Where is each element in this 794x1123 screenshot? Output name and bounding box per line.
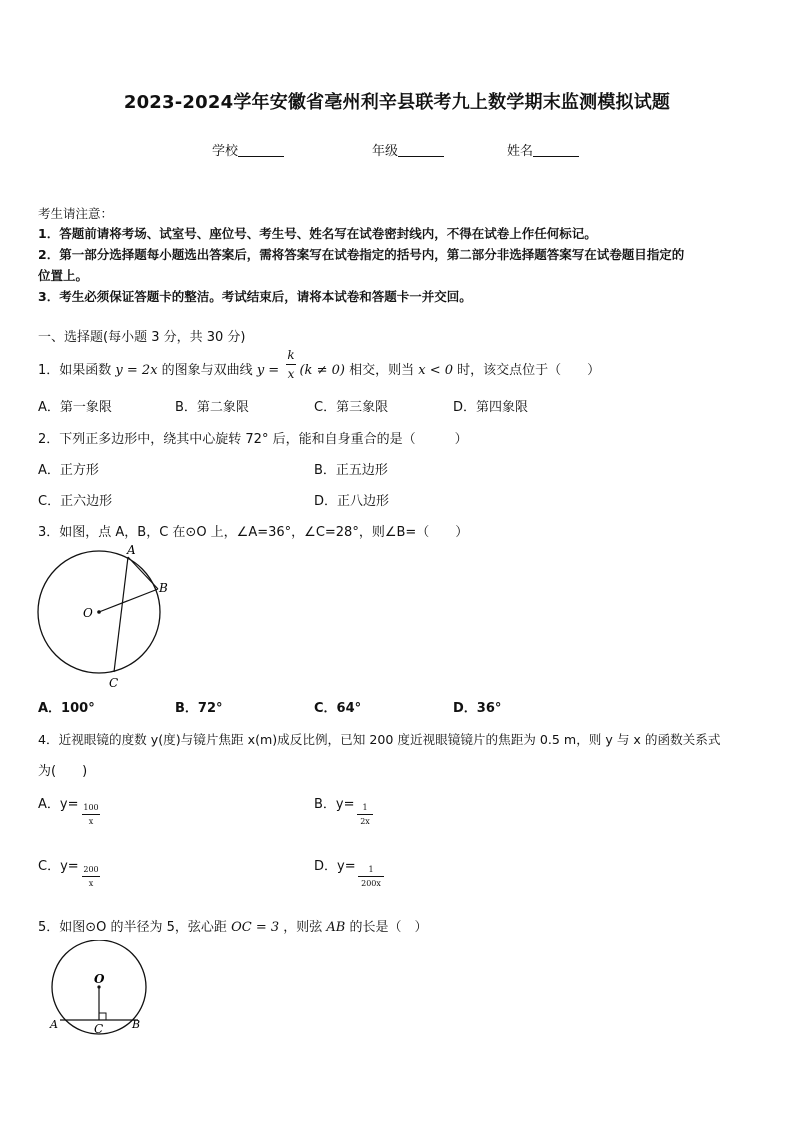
grade-field xyxy=(372,140,444,159)
q4-option-d-fraction xyxy=(358,865,384,888)
notes-item-3: 3．考生必须保证答题卡的整洁。考试结束后，请将本试卷和答题卡一并交回。 xyxy=(38,289,472,304)
question-4-cont: 为( ) xyxy=(38,764,88,779)
fraction-bar xyxy=(286,364,296,365)
q4-c-denominator: x xyxy=(88,879,94,888)
q4-option-a[interactable]: A．y= xyxy=(38,797,79,812)
q3-option-d[interactable]: D．36° xyxy=(453,701,502,716)
q5-ab: AB xyxy=(326,920,346,935)
q5-label-a: A xyxy=(50,1018,58,1031)
school-blank xyxy=(238,143,284,157)
q3-radius-ob xyxy=(99,589,158,612)
q1-suffix: 时，该交点位于（ ） xyxy=(457,363,601,378)
q2-option-b[interactable]: B．正五边形 xyxy=(314,463,388,478)
q1-hyperbola-numerator: k xyxy=(287,348,295,362)
notes-heading: 考生请注意： xyxy=(38,206,114,221)
q4-b-numerator: 1 xyxy=(362,803,368,812)
q4-option-c-fraction xyxy=(82,865,100,888)
question-5 xyxy=(38,916,428,935)
school-label: 学校 xyxy=(212,144,239,159)
q1-prefix: 1．如果函数 xyxy=(38,363,112,378)
q4-d-numerator: 1 xyxy=(368,865,374,874)
q1-hyperbola-lhs: y = xyxy=(256,363,280,378)
q4-option-a-fraction xyxy=(82,803,100,826)
fraction-bar xyxy=(358,876,384,877)
q5-prefix: 5．如图⊙O 的半径为 5，弦心距 xyxy=(38,920,227,935)
q5-oc: OC = 3 xyxy=(231,920,280,935)
q3-label-b: B xyxy=(159,581,168,595)
section-heading: 一、选择题(每小题 3 分，共 30 分) xyxy=(38,330,246,345)
q5-label-b: B xyxy=(132,1018,141,1031)
q4-option-b[interactable]: B．y= xyxy=(314,797,355,812)
q1-mid: 的图象与双曲线 xyxy=(161,363,253,378)
question-1 xyxy=(38,359,600,378)
q3-option-b[interactable]: B．72° xyxy=(175,701,223,716)
q1-function: y = 2x xyxy=(115,363,158,378)
fraction-bar xyxy=(357,814,373,815)
name-label: 姓名 xyxy=(507,144,534,159)
q3-center-point xyxy=(97,610,101,614)
q5-suffix: 的长是（ ） xyxy=(349,920,428,935)
q3-circle-figure xyxy=(30,540,170,690)
q1-option-a[interactable]: A．第一象限 xyxy=(38,400,112,415)
q1-mid2: 相交，则当 xyxy=(349,363,415,378)
q4-a-denominator: x xyxy=(88,817,94,826)
page-title: 2023-2024学年安徽省亳州利辛县联考九上数学期末监测模拟试题 xyxy=(123,92,671,113)
q3-option-c[interactable]: C．64° xyxy=(314,701,362,716)
q5-label-c: C xyxy=(94,1022,104,1036)
question-2: 2．下列正多边形中，绕其中心旋转 72° 后，能和自身重合的是（ ） xyxy=(38,432,468,447)
fraction-bar xyxy=(82,814,100,815)
q5-label-o: O xyxy=(94,972,105,986)
question-3: 3．如图，点 A，B，C 在⊙O 上，∠A=36°，∠C=28°，则∠B=（ ） xyxy=(38,525,469,540)
q3-chord-ab xyxy=(128,557,158,589)
notes-item-1: 1．答题前请将考场、试室号、座位号、考生号、姓名写在试卷密封线内，不得在试卷上作任何标记。 xyxy=(38,226,597,241)
q3-label-o: O xyxy=(83,606,93,620)
grade-blank xyxy=(398,143,444,157)
q4-a-numerator: 100 xyxy=(83,803,99,812)
q3-option-a[interactable]: A．100° xyxy=(38,701,95,716)
q2-option-d[interactable]: D．正八边形 xyxy=(314,494,390,509)
name-field xyxy=(507,140,579,159)
q4-c-numerator: 200 xyxy=(83,865,99,874)
q4-option-d[interactable]: D．y= xyxy=(314,859,356,874)
question-4: 4．近视眼镜的度数 y(度)与镜片焦距 x(m)成反比例，已知 200 度近视眼镜镜片的焦距为 0.5 m，则 y 与 x 的函数关系式 xyxy=(38,732,721,747)
fraction-bar xyxy=(82,876,100,877)
q1-hyperbola-denominator: x xyxy=(287,367,295,381)
q2-option-c[interactable]: C．正六边形 xyxy=(38,494,113,509)
q4-option-b-fraction xyxy=(357,803,373,826)
q3-chord-ac xyxy=(114,557,128,672)
q1-hyperbola-fraction xyxy=(286,348,296,381)
notes-item-2: 2．第一部分选择题每小题选出答案后，需将答案写在试卷指定的括号内，第二部分非选择题答案写在试卷题目指定的 xyxy=(38,247,685,262)
q1-option-b[interactable]: B．第二象限 xyxy=(175,400,249,415)
q1-option-d[interactable]: D．第四象限 xyxy=(453,400,529,415)
q3-label-a: A xyxy=(127,543,136,557)
school-field xyxy=(212,140,284,159)
q1-option-c[interactable]: C．第三象限 xyxy=(314,400,389,415)
notes-item-2-cont: 位置上。 xyxy=(38,268,89,283)
q5-right-angle-mark xyxy=(99,1013,106,1020)
q4-d-denominator: 200x xyxy=(361,879,381,888)
grade-label: 年级 xyxy=(372,144,399,159)
name-blank xyxy=(533,143,579,157)
q4-b-denominator: 2x xyxy=(360,817,370,826)
q1-condition: x < 0 xyxy=(418,363,453,378)
q2-option-a[interactable]: A．正方形 xyxy=(38,463,99,478)
q1-hyperbola-condition: (k ≠ 0) xyxy=(299,363,345,378)
q3-label-c: C xyxy=(109,676,119,690)
q4-option-c[interactable]: C．y= xyxy=(38,859,79,874)
q5-mid: ，则弦 xyxy=(283,920,323,935)
q5-circle-figure xyxy=(40,940,160,1040)
